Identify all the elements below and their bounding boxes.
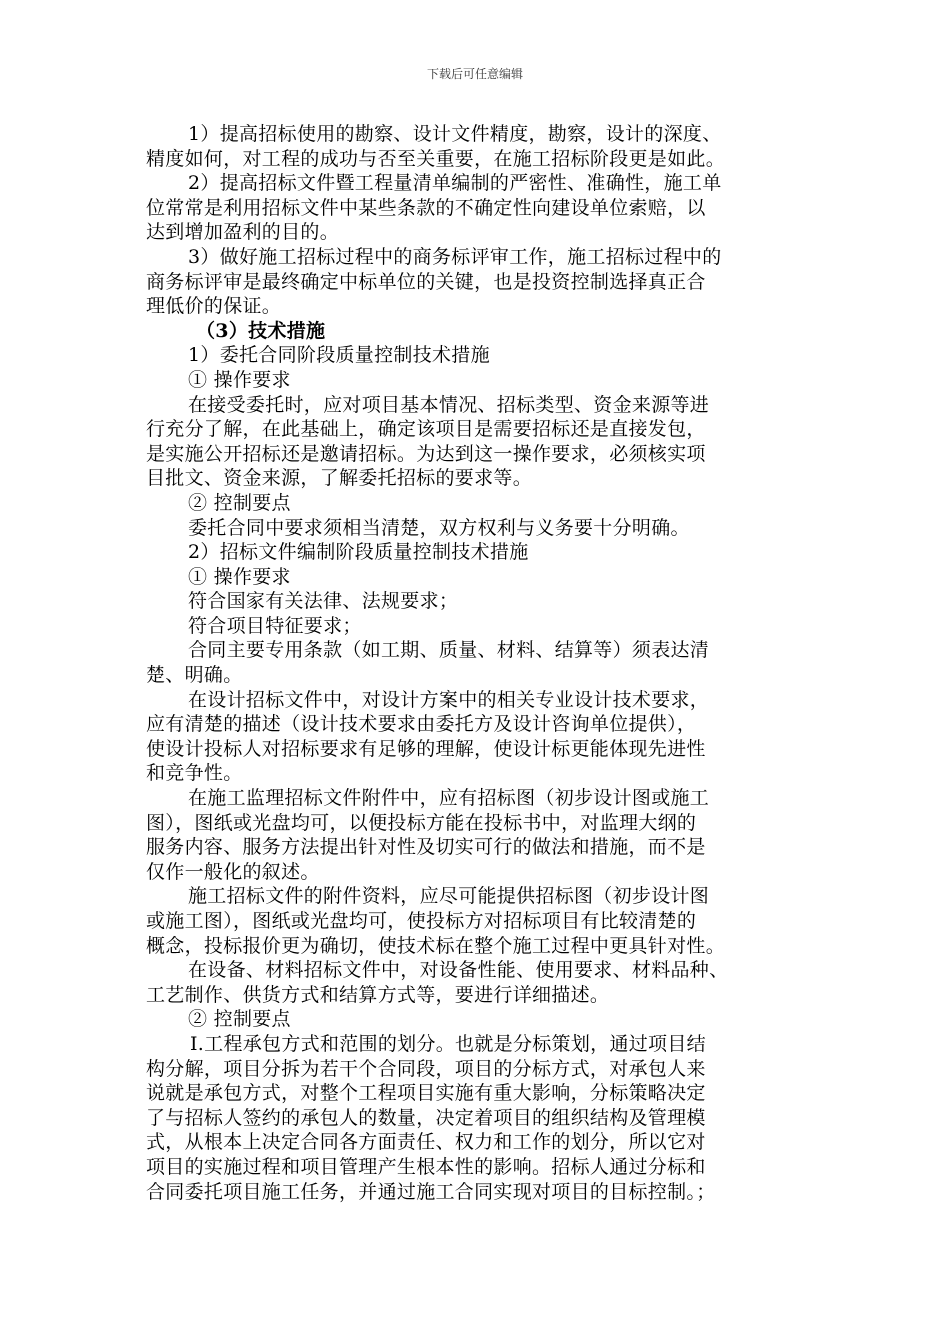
paragraph-line: 仅作一般化的叙述。 [146,860,320,883]
paragraph-line: 服务内容、服务方法提出针对性及切实可行的做法和措施，而不是 [146,836,706,859]
paragraph-line: 施工招标文件的附件资料，应尽可能提供招标图（初步设计图 [188,885,710,908]
paragraph-line: 精度如何，对工程的成功与否至关重要，在施工招标阶段更是如此。 [146,147,726,170]
paragraph-line: 在接受委托时，应对项目基本情况、招标类型、资金来源等进 [188,393,710,416]
paragraph-line: 达到增加盈利的目的。 [146,221,340,244]
paragraph-line: 1）提高招标使用的勘察、设计文件精度，勘察，设计的深度、 [188,123,722,145]
paragraph-line: 概念，投标报价更为确切，使技术标在整个施工过程中更具针对性。 [146,934,726,957]
paragraph-line: 在施工监理招标文件附件中，应有招标图（初步设计图或施工 [188,787,710,810]
paragraph-line: 和竞争性。 [146,762,243,785]
paragraph-line: 项目的实施过程和项目管理产生根本性的影响。招标人通过分标和 [146,1155,706,1178]
paragraph-line: 商务标评审是最终确定中标单位的关键，也是投资控制选择真正合 [146,270,706,293]
paragraph-line: 说就是承包方式，对整个工程项目实施有重大影响，分标策略决定 [146,1082,706,1105]
paragraph-line: 理低价的保证。 [146,295,282,318]
paragraph-line: 行充分了解，在此基础上，确定该项目是需要招标还是直接发包， [146,418,706,441]
paragraph-line: 构分解，项目分拆为若干个合同段，项目的分标方式，对承包人来 [146,1057,706,1080]
paragraph-line: 2）提高招标文件暨工程量清单编制的严密性、准确性，施工单 [188,172,722,195]
paragraph-line: 是实施公开招标还是邀请招标。为达到这一操作要求，必须核实项 [146,442,706,465]
paragraph-line: 工艺制作、供货方式和结算方式等，要进行详细描述。 [146,983,610,1006]
paragraph-line: 2）招标文件编制阶段质量控制技术措施 [188,541,529,564]
paragraph-line: 楚、明确。 [146,664,243,687]
paragraph-line: ① 操作要求 [188,565,291,588]
paragraph-line: 符合项目特征要求； [188,614,362,637]
paragraph-line: 3）做好施工招标过程中的商务标评审工作，施工招标过程中的 [188,245,722,268]
paragraph-line: 式，从根本上决定合同各方面责任、权力和工作的划分，所以它对 [146,1131,706,1154]
paragraph-line: 合同主要专用条款（如工期、质量、材料、结算等）须表达清 [188,639,710,662]
paragraph-line: 委托合同中要求须相当清楚，双方权利与义务要十分明确。 [188,516,690,539]
section-heading: （3）技术措施 [196,319,326,342]
page-header: 下载后可任意编辑 [426,67,523,81]
paragraph-line: ① 操作要求 [188,368,291,391]
paragraph-line: 了与招标人签约的承包人的数量，决定着项目的组织结构及管理模 [146,1106,706,1129]
paragraph-line: 合同委托项目施工任务，并通过施工合同实现对项目的目标控制。； [146,1180,716,1203]
paragraph-line: ② 控制要点 [188,1008,291,1031]
paragraph-line: 位常常是利用招标文件中某些条款的不确定性向建设单位索赔，以 [146,196,706,219]
paragraph-line: 1）委托合同阶段质量控制技术措施 [188,344,490,367]
paragraph-line: 使设计投标人对招标要求有足够的理解，使设计标更能体现先进性 [146,737,706,760]
paragraph-line: 或施工图），图纸或光盘均可，使投标方对招标项目有比较清楚的 [146,910,697,932]
paragraph-line: 应有清楚的描述（设计技术要求由委托方及设计咨询单位提供）， [146,713,697,736]
paragraph-line: ② 控制要点 [188,491,291,514]
document-body [146,122,818,1204]
paragraph-line: 目批文、资金来源，了解委托招标的要求等。 [146,467,533,490]
paragraph-line: 图），图纸或光盘均可，以便投标方能在投标书中，对监理大纲的 [146,811,697,834]
paragraph-line: Ⅰ.工程承包方式和范围的划分。也就是分标策划，通过项目结 [190,1032,706,1055]
paragraph-line: 符合国家有关法律、法规要求； [188,590,459,613]
paragraph-line: 在设计招标文件中，对设计方案中的相关专业设计技术要求， [188,688,710,711]
paragraph-line: 在设备、材料招标文件中，对设备性能、使用要求、材料品种、 [188,959,729,982]
